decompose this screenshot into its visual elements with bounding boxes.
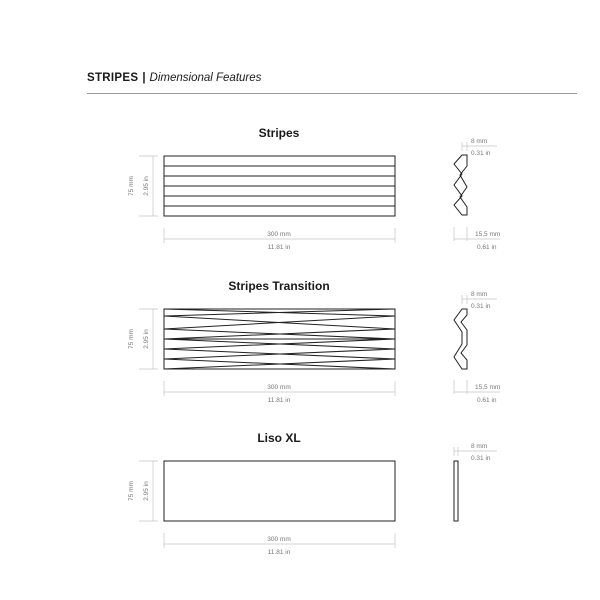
header-separator: | — [142, 72, 146, 84]
top-in-label: 0.31 in — [471, 150, 491, 157]
width-mm-label: 300 mm — [267, 231, 291, 238]
side-profile — [454, 443, 497, 521]
width-in-label: 11.81 in — [267, 244, 291, 251]
height-dimension — [128, 156, 158, 216]
top-mm-label: 8 mm — [471, 291, 488, 298]
width-mm-label: 300 mm — [267, 384, 291, 391]
flat-profile-shape — [454, 461, 458, 521]
width-in-label: 11.81 in — [267, 397, 291, 404]
height-dimension — [128, 309, 158, 369]
brand-title: STRIPES — [87, 72, 139, 84]
panel-title: Stripes Transition — [228, 279, 330, 293]
height-mm-label: 75 mm — [128, 176, 135, 196]
height-mm-label: 75 mm — [128, 481, 135, 501]
transition-profile-shape — [454, 309, 467, 369]
top-in-label: 0.31 in — [471, 455, 491, 462]
panel-title: Liso XL — [257, 431, 301, 445]
tile-front-view — [164, 309, 395, 369]
width-dimension — [164, 228, 395, 251]
tile-front-view — [164, 461, 395, 521]
depth-in-label: 0.61 in — [477, 244, 497, 251]
tile-front-view — [164, 156, 395, 216]
panel-stripes — [128, 126, 500, 251]
header-subtitle: Dimensional Features — [149, 72, 262, 84]
height-in-label: 2.95 in — [143, 329, 150, 349]
width-mm-label: 300 mm — [267, 536, 291, 543]
side-profile — [454, 291, 500, 404]
width-in-label: 11.81 in — [267, 549, 291, 556]
height-in-label: 2.95 in — [143, 176, 150, 196]
panel-liso-xl — [128, 431, 497, 556]
wave-profile-shape — [454, 155, 467, 215]
depth-in-label: 0.61 in — [477, 397, 497, 404]
panel-stripes-transition — [128, 279, 500, 404]
top-mm-label: 8 mm — [471, 138, 488, 145]
side-profile — [454, 138, 500, 251]
tile-outline — [164, 461, 395, 521]
panel-title: Stripes — [258, 126, 300, 140]
depth-mm-label: 15,5 mm — [475, 384, 501, 391]
width-dimension — [164, 381, 395, 404]
top-in-label: 0.31 in — [471, 303, 491, 310]
depth-mm-label: 15,5 mm — [475, 231, 501, 238]
top-mm-label: 8 mm — [471, 443, 488, 450]
width-dimension — [164, 533, 395, 556]
height-mm-label: 75 mm — [128, 329, 135, 349]
height-dimension — [128, 461, 158, 521]
height-in-label: 2.95 in — [143, 481, 150, 501]
